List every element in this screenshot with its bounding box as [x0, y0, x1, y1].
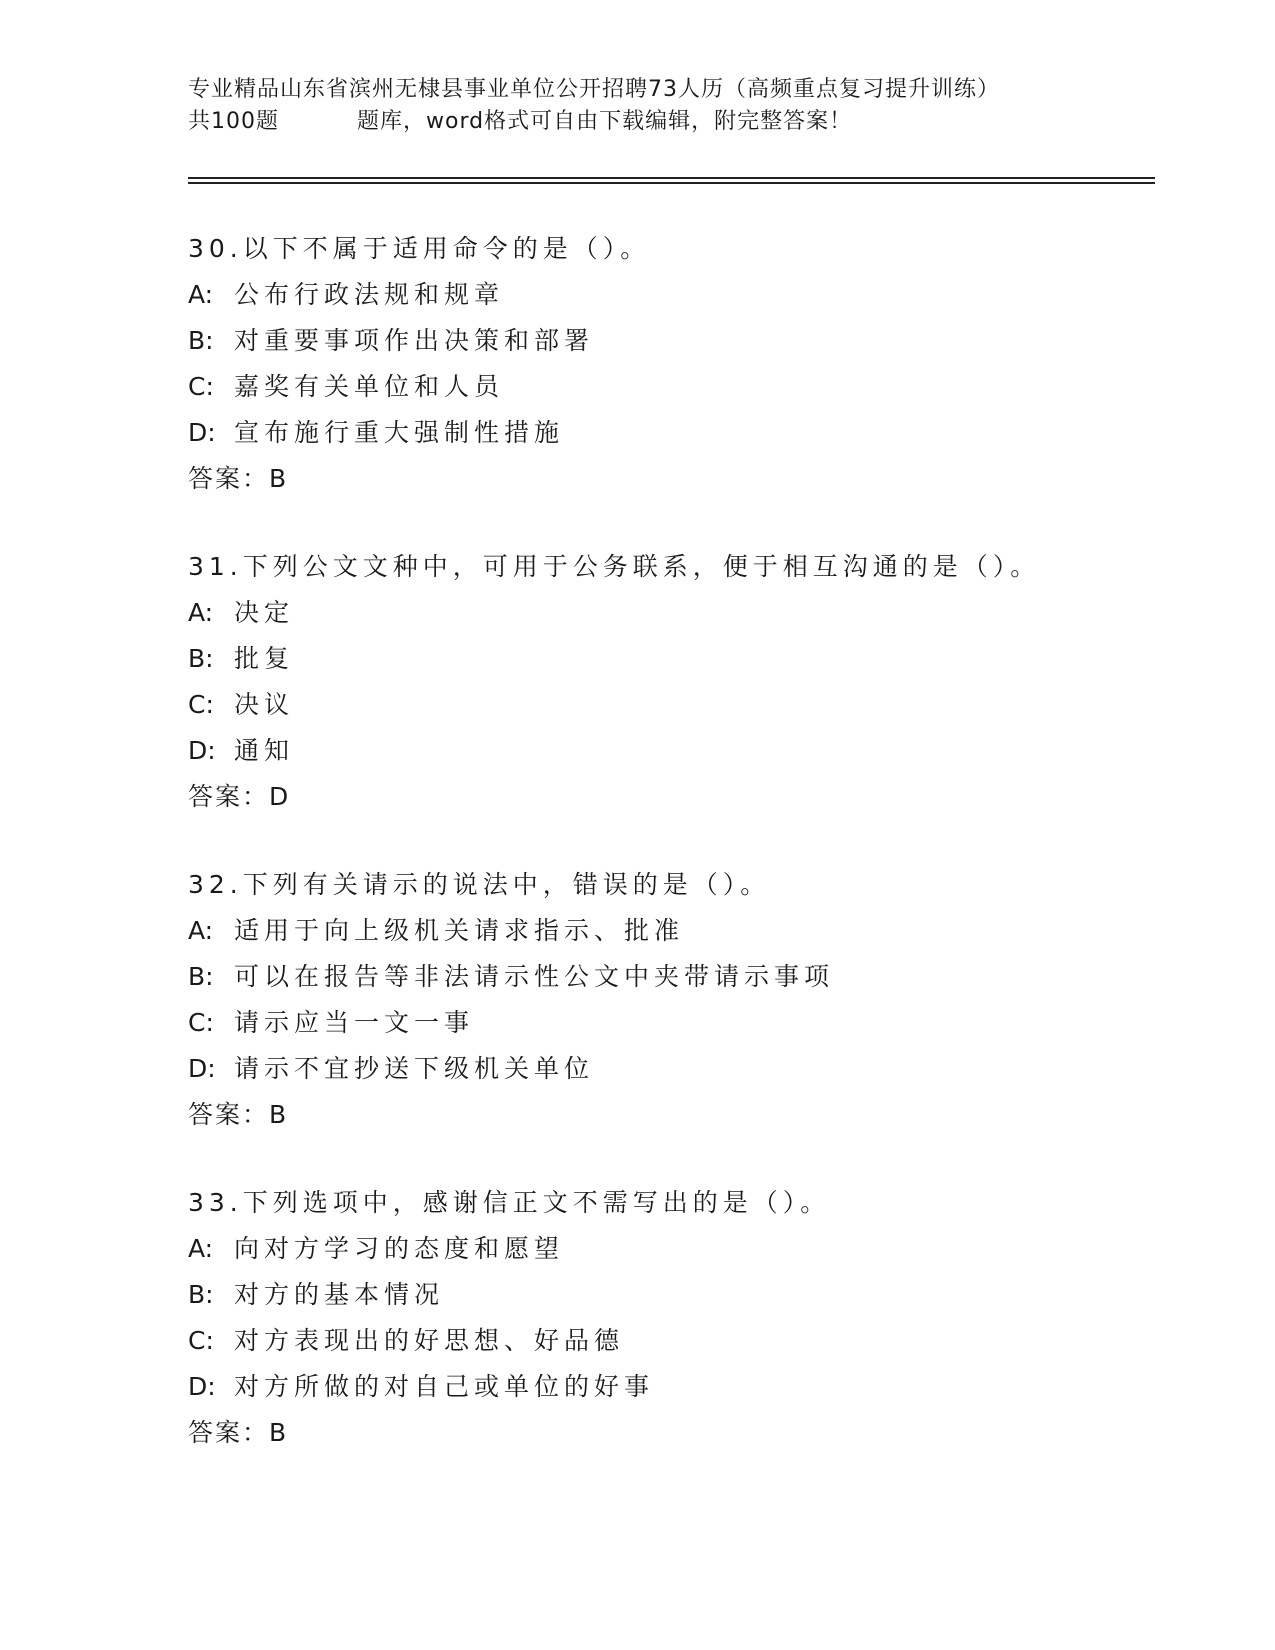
option-a	[188, 590, 1168, 636]
option-text: 批复	[234, 644, 295, 673]
option-text: 嘉奖有关单位和人员	[234, 372, 505, 401]
option-text: 通知	[234, 736, 295, 765]
header-subtitle-line	[188, 106, 1148, 138]
option-text: 决议	[234, 690, 295, 719]
question-item	[188, 544, 1168, 820]
answer-text: 答案：B	[188, 464, 289, 493]
option-key: C:	[188, 690, 214, 719]
option-key: D:	[188, 736, 216, 765]
header-divider-top	[188, 177, 1155, 179]
option-text: 请示应当一文一事	[234, 1008, 475, 1037]
option-c	[188, 1318, 1168, 1364]
option-d	[188, 728, 1168, 774]
option-text: 请示不宜抄送下级机关单位	[234, 1054, 595, 1083]
option-d	[188, 1364, 1168, 1410]
option-b	[188, 636, 1168, 682]
header-description: 题库，word格式可自由下载编辑，附完整答案！	[357, 109, 853, 134]
option-key: B:	[188, 326, 214, 355]
option-key: A:	[188, 916, 214, 945]
option-text: 公布行政法规和规章	[234, 280, 505, 309]
option-text: 决定	[234, 598, 295, 627]
option-key: C:	[188, 1326, 214, 1355]
question-text: 32.下列有关请示的说法中，错误的是（）。	[188, 870, 771, 899]
option-key: A:	[188, 598, 214, 627]
question-text: 33.下列选项中，感谢信正文不需写出的是（）。	[188, 1188, 831, 1217]
option-key: A:	[188, 280, 214, 309]
answer-text: 答案：B	[188, 1418, 289, 1447]
option-text: 对方表现出的好思想、好品德	[234, 1326, 625, 1355]
header-divider-bottom	[188, 182, 1155, 184]
option-text: 对方所做的对自己或单位的好事	[234, 1372, 655, 1401]
question-text: 31.下列公文文种中，可用于公务联系，便于相互沟通的是（）。	[188, 552, 1041, 581]
option-text: 可以在报告等非法请示性公文中夹带请示事项	[234, 962, 835, 991]
option-key: B:	[188, 644, 214, 673]
option-c	[188, 364, 1168, 410]
option-text: 适用于向上级机关请求指示、批准	[234, 916, 685, 945]
option-a	[188, 272, 1168, 318]
answer-text: 答案：D	[188, 782, 291, 811]
header-title-line: 专业精品山东省滨州无棣县事业单位公开招聘73人历（高频重点复习提升训练）	[188, 77, 1000, 102]
question-count: 共100题	[188, 109, 279, 134]
option-key: D:	[188, 418, 216, 447]
option-key: C:	[188, 1008, 214, 1037]
option-key: B:	[188, 962, 214, 991]
option-c	[188, 682, 1168, 728]
option-key: C:	[188, 372, 214, 401]
question-item	[188, 862, 1168, 1138]
question-list	[188, 226, 1168, 1456]
answer-text: 答案：B	[188, 1100, 289, 1129]
option-a	[188, 1226, 1168, 1272]
option-b	[188, 1272, 1168, 1318]
option-text: 对方的基本情况	[234, 1280, 445, 1309]
option-key: A:	[188, 1234, 214, 1263]
option-text: 对重要事项作出决策和部署	[234, 326, 595, 355]
option-b	[188, 954, 1168, 1000]
question-item	[188, 1180, 1168, 1456]
option-text: 向对方学习的态度和愿望	[234, 1234, 565, 1263]
option-text: 宣布施行重大强制性措施	[234, 418, 565, 447]
option-d	[188, 410, 1168, 456]
option-key: D:	[188, 1372, 216, 1401]
option-c	[188, 1000, 1168, 1046]
question-item	[188, 226, 1168, 502]
question-text: 30.以下不属于适用命令的是（）。	[188, 234, 651, 263]
option-d	[188, 1046, 1168, 1092]
option-key: D:	[188, 1054, 216, 1083]
option-a	[188, 908, 1168, 954]
option-b	[188, 318, 1168, 364]
document-header	[188, 74, 1148, 138]
option-key: B:	[188, 1280, 214, 1309]
